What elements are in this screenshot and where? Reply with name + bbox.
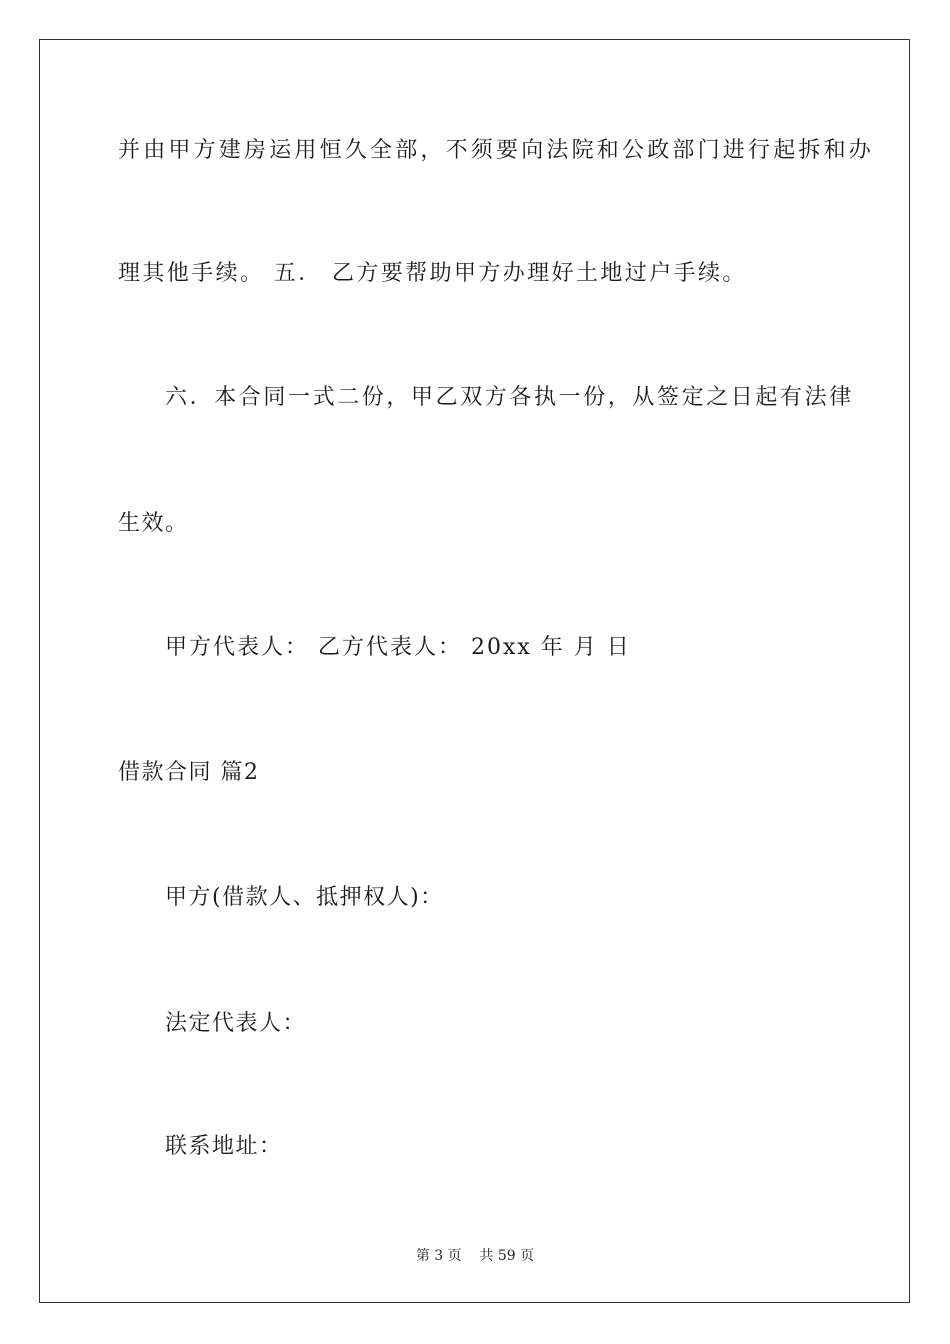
body-line-3: 六．本合同一式二份，甲乙双方各执一份，从签定之日起有法律: [165, 385, 854, 410]
page-border: [39, 39, 910, 1303]
legal-representative-label: 法定代表人：: [165, 1011, 307, 1036]
body-line-4: 生效。: [118, 511, 189, 536]
section-heading: 借款合同 篇2: [118, 760, 260, 785]
body-line-1: 并由甲方建房运用恒久全部，不须要向法院和公政部门进行起拆和办: [118, 138, 875, 163]
signature-line: 甲方代表人： 乙方代表人： 20xx 年 月 日: [165, 635, 631, 660]
contact-address-label: 联系地址：: [165, 1134, 283, 1159]
body-line-2: 理其他手续。 五． 乙方要帮助甲方办理好土地过户手续。: [118, 261, 747, 286]
party-a-label: 甲方(借款人、抵押权人)：: [165, 885, 444, 910]
page-footer: 第 3 页 共 59 页: [415, 1248, 535, 1264]
